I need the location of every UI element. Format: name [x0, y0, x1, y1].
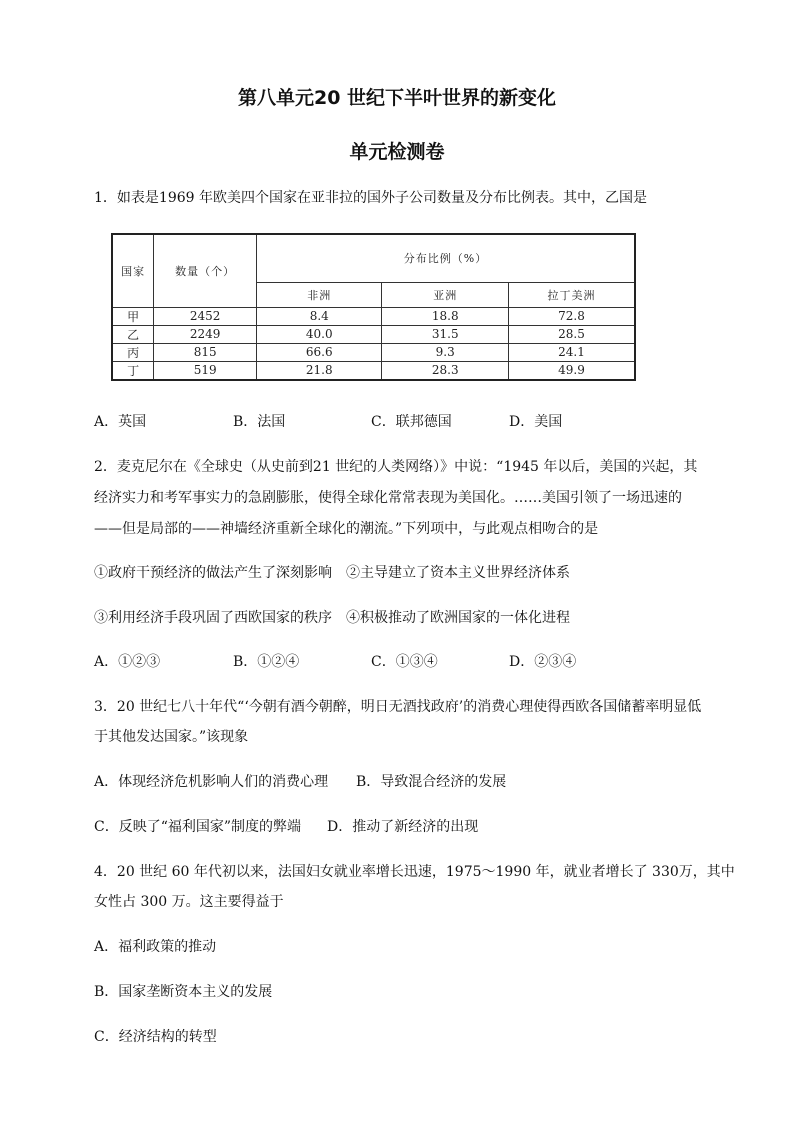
cell-latam: 72.8 [508, 307, 635, 325]
header-latam: 拉丁美洲 [508, 282, 635, 307]
page-subtitle: 单元检测卷 [349, 141, 445, 163]
header-africa: 非洲 [257, 282, 382, 307]
header-asia: 亚洲 [382, 282, 508, 307]
data-table [111, 233, 636, 381]
option-a[interactable]: A．①②③ [94, 654, 161, 670]
question-4-line-2: 女性占 300 万。这主要得益于 [94, 894, 284, 910]
question-4-line-1: 4．20 世纪 60 年代初以来，法国妇女就业率增长迅速，1975～1990 年，就业者增长了 330万，其中 [94, 864, 735, 880]
cell-africa: 21.8 [257, 361, 382, 380]
cell-africa: 8.4 [257, 307, 382, 325]
cell-africa: 66.6 [257, 343, 382, 361]
cell-africa: 40.0 [257, 325, 382, 343]
option-a[interactable]: A．英国 [94, 414, 147, 430]
question-3-line-1: 3．20 世纪七八十年代“‘今朝有酒今朝醉，明日无酒找政府’的消费心理使得西欧各国储蓄率明显低 [94, 699, 702, 715]
header-count: 数量（个） [154, 234, 257, 307]
cell-count: 815 [154, 343, 257, 361]
option-d[interactable]: D．推动了新经济的出现 [327, 819, 479, 835]
question-2-line-1: 2．麦克尼尔在《全球史（从史前到21 世纪的人类网络）》中说：“1945 年以后，美国的兴起，其 [94, 459, 698, 475]
question-3-line-2: 于其他发达国家。”该现象 [94, 729, 249, 745]
cell-asia: 9.3 [382, 343, 508, 361]
option-c[interactable]: C．反映了“福利国家”制度的弊端 [94, 819, 302, 835]
cell-country: 乙 [112, 325, 154, 343]
option-c[interactable]: C．联邦德国 [371, 414, 452, 430]
option-a[interactable]: A．福利政策的推动 [94, 939, 217, 955]
question-2-line-2: 经济实力和考军事实力的急剧膨胀，使得全球化常常表现为美国化。……美国引领了一场迅速的 [94, 490, 682, 506]
header-distribution: 分布比例（%） [257, 234, 636, 282]
cell-latam: 24.1 [508, 343, 635, 361]
header-country: 国家 [112, 234, 154, 307]
option-b[interactable]: B．法国 [233, 414, 286, 430]
option-c[interactable]: C．①③④ [371, 654, 438, 670]
option-c[interactable]: C．经济结构的转型 [94, 1029, 217, 1045]
cell-country: 丙 [112, 343, 154, 361]
cell-asia: 28.3 [382, 361, 508, 380]
option-d[interactable]: D．美国 [509, 414, 563, 430]
cell-count: 2452 [154, 307, 257, 325]
option-b[interactable]: B．①②④ [233, 654, 300, 670]
cell-country: 甲 [112, 307, 154, 325]
cell-country: 丁 [112, 361, 154, 380]
cell-count: 519 [154, 361, 257, 380]
option-a[interactable]: A．体现经济危机影响人们的消费心理 [94, 774, 329, 790]
question-2-items-1-2: ①政府干预经济的做法产生了深刻影响 ②主导建立了资本主义世界经济体系 [94, 565, 570, 581]
table-row [112, 325, 635, 343]
table-row [112, 343, 635, 361]
cell-latam: 28.5 [508, 325, 635, 343]
page-title: 第八单元20 世纪下半叶世界的新变化 [237, 87, 557, 109]
table-row [112, 361, 635, 380]
cell-asia: 31.5 [382, 325, 508, 343]
question-2-line-3: ——但是局部的——神墙经济重新全球化的潮流。”下列项中，与此观点相吻合的是 [94, 521, 599, 537]
option-d[interactable]: D．②③④ [509, 654, 577, 670]
cell-count: 2249 [154, 325, 257, 343]
option-b[interactable]: B．导致混合经济的发展 [356, 774, 507, 790]
table-row [112, 307, 635, 325]
question-2-items-3-4: ③利用经济手段巩固了西欧国家的秩序 ④积极推动了欧洲国家的一体化进程 [94, 610, 570, 626]
cell-latam: 49.9 [508, 361, 635, 380]
question-1-stem: 1．如表是1969 年欧美四个国家在亚非拉的国外子公司数量及分布比例表。其中，乙国是 [94, 190, 647, 206]
cell-asia: 18.8 [382, 307, 508, 325]
option-b[interactable]: B．国家垄断资本主义的发展 [94, 984, 273, 1000]
